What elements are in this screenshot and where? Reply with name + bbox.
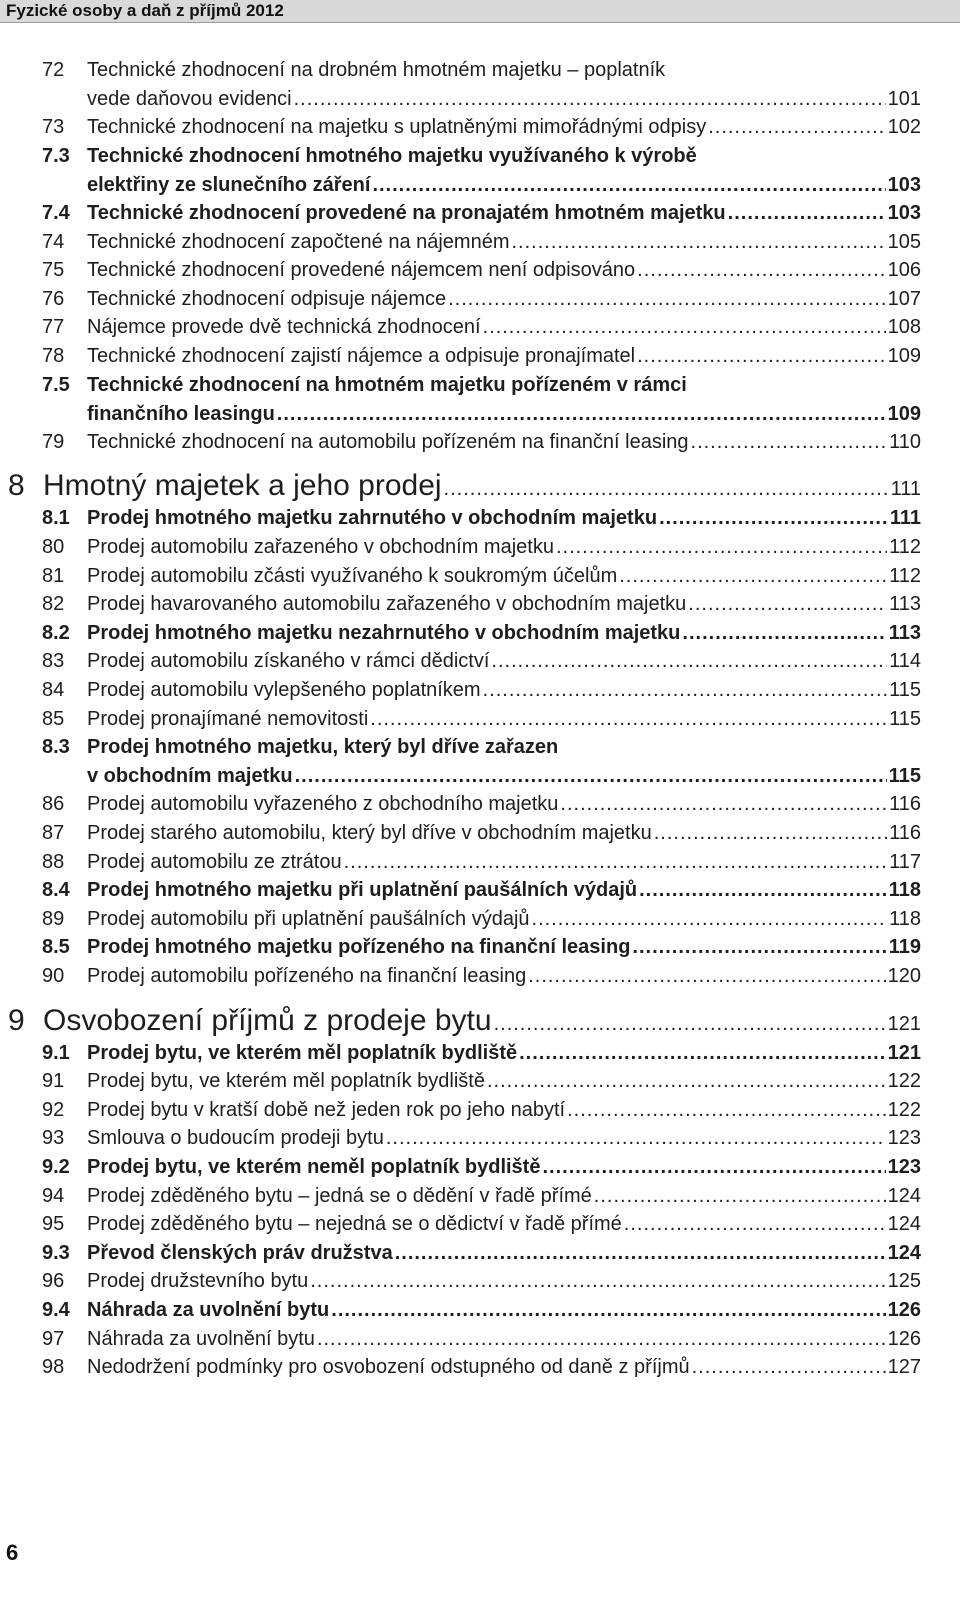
toc-entry bbox=[0, 962, 960, 991]
toc-entry bbox=[0, 1067, 960, 1096]
toc-entry-page: 124 bbox=[887, 1241, 921, 1264]
toc-entry-title: Prodej automobilu zařazeného v obchodním majetku bbox=[87, 536, 554, 558]
dot-leader bbox=[491, 647, 887, 676]
toc-entry-title: Technické zhodnocení započtené na nájemném bbox=[87, 230, 510, 253]
toc-entry-line bbox=[87, 1239, 921, 1268]
toc-entry-title: Prodej bytu, ve kterém měl poplatník bydliště bbox=[87, 1041, 518, 1064]
dot-leader bbox=[294, 85, 886, 114]
toc-entry-number: 92 bbox=[42, 1098, 65, 1121]
toc-entry-title: Nedodržení podmínky pro osvobození odstupného od daně z příjmů bbox=[87, 1356, 690, 1379]
toc-entry bbox=[0, 848, 960, 877]
toc-entry-page: 114 bbox=[889, 650, 921, 673]
toc-entry-page: 103 bbox=[887, 202, 921, 224]
toc-entry bbox=[0, 1096, 960, 1125]
toc-entry-title: Prodej družstevního bytu bbox=[87, 1270, 309, 1293]
dot-leader bbox=[519, 1039, 886, 1068]
toc-entry-title: Náhrada za uvolnění bytu bbox=[87, 1299, 330, 1321]
toc-section bbox=[0, 504, 960, 533]
toc-entry-number: 9.1 bbox=[42, 1041, 70, 1064]
toc-entry-page: 121 bbox=[887, 1041, 921, 1064]
dot-leader bbox=[277, 400, 886, 429]
toc-entry-title: Prodej zděděného bytu – nejedná se o dědictví v řadě přímé bbox=[87, 1213, 622, 1236]
toc-entry-number: 84 bbox=[42, 679, 65, 701]
dot-leader bbox=[637, 342, 886, 371]
toc-entry-title: Technické zhodnocení provedené na pronajatém hmotném majetku bbox=[87, 202, 726, 224]
dot-leader bbox=[619, 562, 887, 591]
toc-entry-number: 75 bbox=[42, 259, 65, 282]
dot-leader bbox=[483, 676, 888, 705]
dot-leader bbox=[487, 1067, 886, 1096]
toc-entry-number: 97 bbox=[42, 1327, 65, 1350]
toc-entry-page: 112 bbox=[889, 536, 921, 558]
toc-entry bbox=[0, 428, 960, 457]
toc-entry-line bbox=[87, 85, 921, 114]
toc-entry-title: Prodej automobilu pořízeného na finanční leasing bbox=[87, 965, 527, 987]
toc-entry bbox=[0, 676, 960, 705]
toc-entry-page: 110 bbox=[889, 430, 921, 453]
toc-entry-page: 124 bbox=[887, 1184, 921, 1207]
toc-section bbox=[0, 1239, 960, 1268]
dot-leader bbox=[728, 199, 886, 228]
dot-leader bbox=[344, 848, 888, 877]
toc-entry-title: Prodej pronajímané nemovitosti bbox=[87, 707, 369, 730]
toc-entry-number: 8.1 bbox=[42, 507, 70, 530]
toc-entry-line bbox=[87, 848, 921, 877]
toc-entry-line bbox=[87, 962, 921, 991]
toc-entry-title: finančního leasingu bbox=[87, 402, 275, 425]
toc-entry-line bbox=[87, 705, 921, 734]
dot-leader bbox=[567, 1096, 886, 1125]
toc-entry-page: 117 bbox=[889, 850, 921, 873]
toc-entry-line bbox=[87, 171, 921, 200]
toc-entry-number: 8.5 bbox=[42, 936, 70, 959]
toc-entry bbox=[0, 1353, 960, 1382]
toc-entry-page: 120 bbox=[887, 965, 921, 987]
toc-entry-page: 109 bbox=[887, 345, 921, 367]
toc-entry-page: 115 bbox=[889, 679, 921, 701]
toc-entry-line bbox=[43, 466, 921, 509]
toc-entry-page: 123 bbox=[887, 1127, 921, 1150]
toc-entry-page: 111 bbox=[889, 507, 921, 530]
toc-entry bbox=[0, 285, 960, 314]
toc-entry-title: Technické zhodnocení na drobném hmotném majetku – poplatník bbox=[87, 59, 666, 81]
toc-entry-line bbox=[87, 1296, 921, 1325]
toc-entry-title: Technické zhodnocení provedené nájemcem není odpisováno bbox=[87, 259, 636, 282]
toc-entry-line bbox=[87, 1124, 921, 1153]
header-divider bbox=[0, 22, 960, 23]
toc-entry-line bbox=[87, 1182, 921, 1211]
dot-leader bbox=[310, 1267, 885, 1296]
toc-entry-number: 76 bbox=[42, 287, 65, 310]
dot-leader bbox=[682, 619, 886, 648]
toc-entry-title: Technické zhodnocení na hmotném majetku pořízeném v rámci bbox=[87, 373, 687, 396]
toc-entry-page: 108 bbox=[887, 316, 921, 339]
toc-entry-page: 113 bbox=[888, 621, 921, 644]
toc-entry-page: 119 bbox=[888, 936, 921, 959]
toc-section bbox=[0, 1039, 960, 1068]
running-header bbox=[0, 0, 960, 22]
toc-entry-number: 87 bbox=[42, 822, 65, 844]
dot-leader bbox=[494, 1004, 886, 1044]
toc-section bbox=[0, 371, 960, 428]
toc-entry-number: 81 bbox=[42, 564, 65, 587]
toc-entry-line bbox=[87, 1096, 921, 1125]
toc-entry-line bbox=[87, 199, 921, 228]
page-number: 6 bbox=[6, 1540, 19, 1565]
toc-entry-number: 7.5 bbox=[42, 373, 70, 396]
dot-leader bbox=[556, 533, 887, 562]
toc-entry-line bbox=[87, 905, 921, 934]
toc-entry-title: Prodej starého automobilu, který byl dříve v obchodním majetku bbox=[87, 822, 652, 844]
toc-entry-number: 8.3 bbox=[42, 736, 70, 759]
toc-entry bbox=[0, 256, 960, 285]
dot-leader bbox=[708, 113, 885, 142]
dot-leader bbox=[692, 1353, 886, 1382]
toc-entry-title: Prodej bytu v kratší době než jeden rok po jeho nabytí bbox=[87, 1098, 566, 1121]
toc-entry-number: 7.4 bbox=[42, 202, 70, 224]
toc-entry-line bbox=[87, 647, 921, 676]
toc-entry-line bbox=[87, 1325, 921, 1354]
toc-entry bbox=[0, 819, 960, 848]
toc-entry-line bbox=[87, 533, 921, 562]
dot-leader bbox=[560, 790, 887, 819]
toc-entry-title: Náhrada za uvolnění bytu bbox=[87, 1327, 315, 1350]
toc-entry-number: 82 bbox=[42, 593, 65, 616]
toc-entry-title: Prodej hmotného majetku při uplatnění paušálních výdajů bbox=[87, 879, 638, 902]
dot-leader bbox=[317, 1325, 886, 1354]
toc-entry bbox=[0, 905, 960, 934]
toc-entry-number: 78 bbox=[42, 345, 65, 367]
toc-entry-line bbox=[87, 1210, 921, 1239]
toc-section bbox=[0, 933, 960, 962]
dot-leader bbox=[659, 504, 888, 533]
toc-entry-page: 122 bbox=[887, 1098, 921, 1121]
toc-entry-title: Technické zhodnocení na majetku s uplatněnými mimořádnými odpisy bbox=[87, 116, 707, 139]
toc-entry-number: 89 bbox=[42, 907, 65, 930]
toc-entry-title: Technické zhodnocení hmotného majetku využívaného k výrobě bbox=[87, 144, 697, 167]
toc-entry-number: 8.4 bbox=[42, 879, 70, 902]
toc-entry-page: 115 bbox=[888, 765, 921, 788]
toc-entry-title: v obchodním majetku bbox=[87, 765, 293, 788]
toc-entry-number: 83 bbox=[42, 650, 65, 673]
toc-entry-line bbox=[87, 676, 921, 705]
toc-entry-line bbox=[87, 619, 921, 648]
toc-entry-title: Prodej automobilu vylepšeného poplatníkem bbox=[87, 679, 481, 701]
toc-entry-title: Převod členských práv družstva bbox=[87, 1241, 393, 1264]
toc-entry bbox=[0, 533, 960, 562]
toc-entry-line bbox=[87, 790, 921, 819]
toc-entry-page: 103 bbox=[887, 173, 921, 196]
toc-entry-number: 73 bbox=[42, 116, 65, 139]
toc-entry-title: Nájemce provede dvě technická zhodnocení bbox=[87, 316, 481, 339]
toc-entry-title: Osvobození příjmů z prodeje bytu bbox=[43, 1003, 492, 1037]
dot-leader bbox=[691, 428, 888, 457]
toc-section bbox=[0, 199, 960, 228]
toc-entry-number: 8.2 bbox=[42, 621, 70, 644]
toc-entry-page: 111 bbox=[890, 478, 921, 501]
dot-leader bbox=[370, 705, 887, 734]
toc-entry-title: Smlouva o budoucím prodeji bytu bbox=[87, 1127, 384, 1150]
toc-entry-line bbox=[87, 313, 921, 342]
toc-entry-title: Prodej bytu, ve kterém měl poplatník bydliště bbox=[87, 1070, 485, 1093]
toc-entry-title: Hmotný majetek a jeho prodej bbox=[43, 469, 442, 503]
toc-entry-number: 9.2 bbox=[42, 1156, 70, 1178]
toc-entry-line bbox=[87, 285, 921, 314]
toc-entry-title: Prodej automobilu zčásti využívaného k soukromým účelům bbox=[87, 564, 618, 587]
toc-entry-title: Prodej hmotného majetku zahrnutého v obchodním majetku bbox=[87, 507, 658, 530]
toc-entry-page: 115 bbox=[889, 707, 921, 730]
toc-entry bbox=[0, 113, 960, 142]
toc-entry-number: 74 bbox=[42, 230, 65, 253]
dot-leader bbox=[395, 1239, 886, 1268]
toc-entry-number: 7.3 bbox=[42, 144, 70, 167]
toc-entry-page: 124 bbox=[887, 1213, 921, 1236]
toc-entry-title: Technické zhodnocení odpisuje nájemce bbox=[87, 287, 447, 310]
toc-chapter bbox=[0, 466, 960, 506]
toc-entry-title: Technické zhodnocení na automobilu pořízeném na finanční leasing bbox=[87, 430, 689, 453]
toc-entry-title: Prodej automobilu získaného v rámci dědictví bbox=[87, 650, 490, 673]
toc-entry-line bbox=[87, 1067, 921, 1096]
toc-entry-page: 118 bbox=[889, 907, 921, 930]
toc-entry-page: 105 bbox=[887, 230, 921, 253]
toc-section bbox=[0, 142, 960, 199]
dot-leader bbox=[637, 256, 885, 285]
toc-entry-page: 112 bbox=[889, 564, 921, 587]
toc-entry-line bbox=[43, 1001, 921, 1044]
dot-leader bbox=[654, 819, 887, 848]
dot-leader bbox=[594, 1182, 886, 1211]
toc-section bbox=[0, 1153, 960, 1182]
dot-leader bbox=[331, 1296, 885, 1325]
toc-entry-line bbox=[87, 342, 921, 371]
toc-entry-title: elektřiny ze slunečního záření bbox=[87, 173, 371, 196]
toc-entry-title: Prodej zděděného bytu – jedná se o dědění v řadě přímé bbox=[87, 1184, 592, 1207]
toc-entry-page: 127 bbox=[887, 1356, 921, 1379]
toc-entry bbox=[0, 562, 960, 591]
toc-entry-page: 107 bbox=[887, 287, 921, 310]
toc-entry-number: 77 bbox=[42, 316, 65, 339]
toc-entry-line bbox=[87, 819, 921, 848]
toc-entry-number: 72 bbox=[42, 59, 65, 81]
toc-entry-number: 85 bbox=[42, 707, 65, 730]
toc-entry-title: Technické zhodnocení zajistí nájemce a odpisuje pronajímatel bbox=[87, 345, 636, 367]
running-header-title: Fyzické osoby a daň z příjmů 2012 bbox=[6, 1, 284, 20]
toc-entry-line bbox=[87, 428, 921, 457]
toc-entry-number: 94 bbox=[42, 1184, 65, 1207]
toc-entry bbox=[0, 590, 960, 619]
toc-entry-page: 123 bbox=[887, 1156, 921, 1178]
toc-entry bbox=[0, 1267, 960, 1296]
toc-entry-title: Prodej hmotného majetku nezahrnutého v obchodním majetku bbox=[87, 621, 681, 644]
toc-entry-number: 98 bbox=[42, 1356, 65, 1379]
toc-entry-number: 9.4 bbox=[42, 1299, 70, 1321]
toc-entry-number: 80 bbox=[42, 536, 65, 558]
toc-entry bbox=[0, 313, 960, 342]
toc-section bbox=[0, 876, 960, 905]
toc-entry-title: Prodej hmotného majetku pořízeného na finanční leasing bbox=[87, 936, 631, 959]
toc-entry-title: vede daňovou evidenci bbox=[87, 88, 292, 110]
dot-leader bbox=[639, 876, 887, 905]
toc-entry-number: 9.3 bbox=[42, 1241, 70, 1264]
toc-entry-page: 106 bbox=[887, 259, 921, 282]
toc-entry-line bbox=[87, 256, 921, 285]
toc-entry bbox=[0, 790, 960, 819]
toc-entry-title: Prodej automobilu při uplatnění paušálních výdajů bbox=[87, 907, 530, 930]
toc-entry-line bbox=[87, 400, 921, 429]
toc-entry-line bbox=[87, 1039, 921, 1068]
toc-entry-line bbox=[87, 1153, 921, 1182]
toc-entry-number: 93 bbox=[42, 1127, 65, 1150]
toc-entry-number: 95 bbox=[42, 1213, 65, 1236]
toc-entry-page: 109 bbox=[887, 402, 921, 425]
toc-entry-title: Prodej bytu, ve kterém neměl poplatník bydliště bbox=[87, 1156, 541, 1178]
toc-entry-page: 113 bbox=[889, 593, 921, 616]
toc-entry-page: 116 bbox=[889, 822, 921, 844]
toc-entry-number: 8 bbox=[8, 469, 25, 503]
dot-leader bbox=[528, 962, 885, 991]
toc-entry-number: 9 bbox=[8, 1003, 25, 1037]
dot-leader bbox=[512, 228, 886, 257]
toc-entry-page: 121 bbox=[887, 1012, 921, 1035]
toc-entry-page: 101 bbox=[887, 88, 921, 110]
toc-entry-title: Prodej hmotného majetku, který byl dříve zařazen bbox=[87, 736, 559, 759]
dot-leader bbox=[295, 762, 887, 791]
toc-chapter bbox=[0, 1001, 960, 1041]
dot-leader bbox=[542, 1153, 885, 1182]
toc-section bbox=[0, 1296, 960, 1325]
dot-leader bbox=[532, 905, 888, 934]
toc-entry-number: 86 bbox=[42, 793, 65, 816]
toc-entry-page: 118 bbox=[888, 879, 921, 902]
toc-entry-line bbox=[87, 504, 921, 533]
toc-entry-page: 126 bbox=[887, 1327, 921, 1350]
toc-entry bbox=[0, 56, 960, 113]
toc-entry-line bbox=[87, 1353, 921, 1382]
toc-entry-number: 79 bbox=[42, 430, 65, 453]
toc-entry bbox=[0, 647, 960, 676]
toc-entry-page: 116 bbox=[889, 793, 921, 816]
toc-entry-page: 126 bbox=[887, 1299, 921, 1321]
dot-leader bbox=[483, 313, 886, 342]
toc-entry-page: 122 bbox=[887, 1070, 921, 1093]
toc-entry bbox=[0, 1210, 960, 1239]
toc-entry-page: 102 bbox=[887, 116, 921, 139]
toc-entry-number: 90 bbox=[42, 965, 65, 987]
toc-section bbox=[0, 619, 960, 648]
toc-entry-line bbox=[87, 876, 921, 905]
toc-entry-number: 96 bbox=[42, 1270, 65, 1293]
toc-entry-page: 125 bbox=[887, 1270, 921, 1293]
toc-entry-line bbox=[87, 228, 921, 257]
toc-entry bbox=[0, 1124, 960, 1153]
toc-section bbox=[0, 733, 960, 790]
toc-entry-line bbox=[87, 590, 921, 619]
dot-leader bbox=[372, 171, 885, 200]
toc-entry-line bbox=[87, 113, 921, 142]
dot-leader bbox=[688, 590, 887, 619]
dot-leader bbox=[632, 933, 886, 962]
dot-leader bbox=[448, 285, 886, 314]
toc-entry-number: 91 bbox=[42, 1070, 65, 1093]
toc-entry-line bbox=[87, 933, 921, 962]
dot-leader bbox=[444, 469, 889, 509]
toc-entry bbox=[0, 342, 960, 371]
toc-entry-number: 88 bbox=[42, 850, 65, 873]
toc-entry bbox=[0, 1325, 960, 1354]
toc-entry-title: Prodej automobilu vyřazeného z obchodního majetku bbox=[87, 793, 559, 816]
toc-entry-line bbox=[87, 762, 921, 791]
toc-entry-title: Prodej havarovaného automobilu zařazeného v obchodním majetku bbox=[87, 593, 687, 616]
toc-entry bbox=[0, 705, 960, 734]
toc-entry-line bbox=[87, 562, 921, 591]
dot-leader bbox=[386, 1124, 886, 1153]
dot-leader bbox=[624, 1210, 886, 1239]
toc-entry-line bbox=[87, 1267, 921, 1296]
toc-entry bbox=[0, 228, 960, 257]
toc-entry bbox=[0, 1182, 960, 1211]
toc-entry-title: Prodej automobilu ze ztrátou bbox=[87, 850, 342, 873]
